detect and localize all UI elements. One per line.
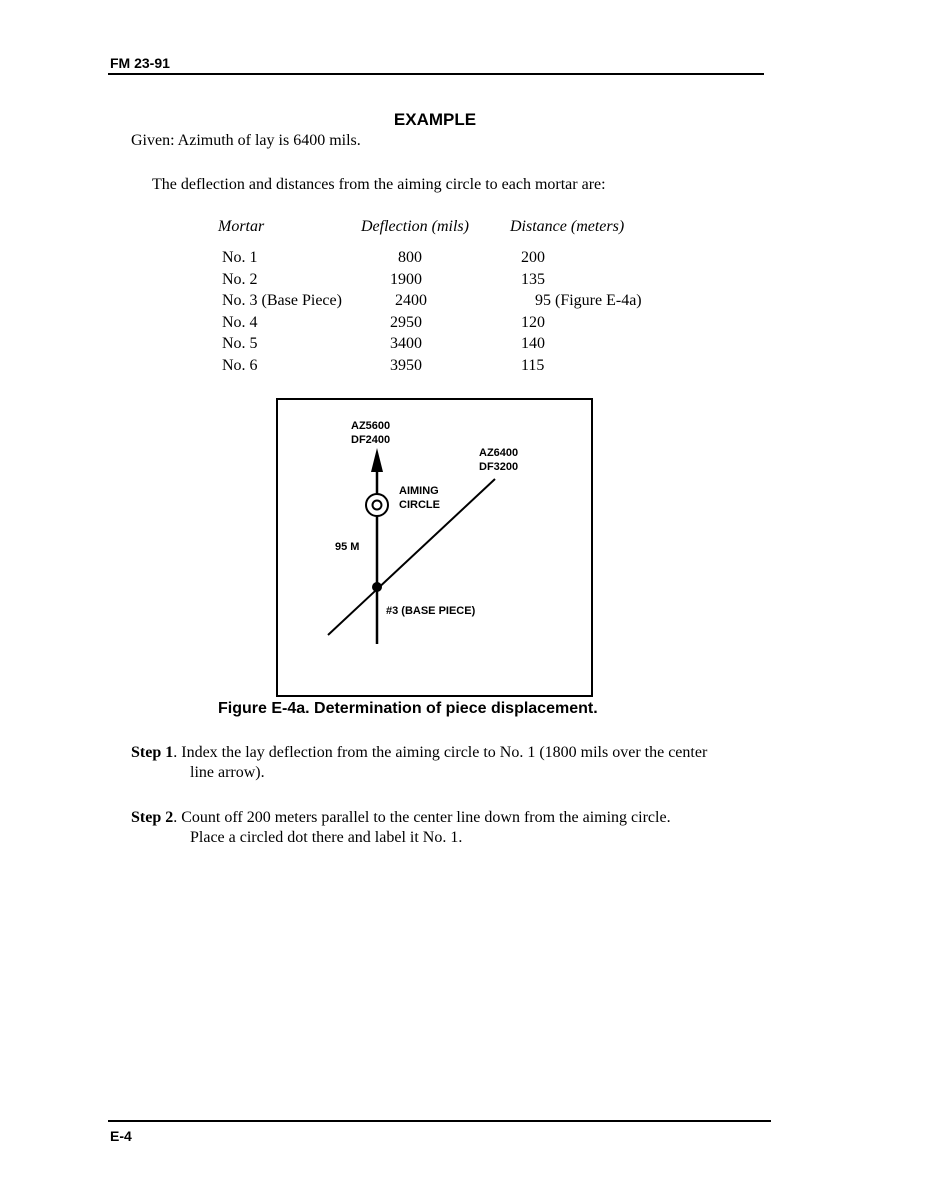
column-header-deflection: Deflection (mils) [361, 218, 469, 235]
table-cell-distance: 95 (Figure E-4a) [535, 292, 642, 309]
label-az6400: AZ6400 [479, 447, 519, 459]
label-distance: 95 M [335, 541, 360, 553]
table-cell-distance: 200 [521, 249, 545, 266]
step-1 [131, 742, 771, 764]
table-cell-distance: 140 [521, 335, 545, 352]
table-cell-mortar: No. 5 [222, 335, 258, 352]
table-cell-mortar: No. 4 [222, 314, 258, 331]
given-text: Given: Azimuth of lay is 6400 mils. [131, 132, 361, 149]
intro-text: The deflection and distances from the aiming circle to each mortar are: [152, 176, 606, 193]
table-cell-deflection: 800 [398, 249, 422, 266]
label-az5600: AZ5600 [351, 420, 391, 432]
step-text: . Index the lay deflection from the aiming circle to No. 1 (1800 mils over the center [173, 744, 708, 761]
step-label: Step 2 [131, 809, 174, 826]
running-header: FM 23-91 [110, 55, 170, 71]
page-number: E-4 [110, 1128, 132, 1144]
header-rule [108, 73, 764, 75]
figure-caption: Figure E-4a. Determination of piece displacement. [218, 700, 598, 717]
table-cell-distance: 135 [521, 271, 545, 288]
table-cell-deflection: 1900 [390, 271, 422, 288]
label-df2400: DF2400 [351, 434, 391, 446]
label-aiming: AIMING [399, 485, 439, 497]
table-cell-deflection: 3950 [390, 357, 422, 374]
base-piece-dot-icon [372, 582, 382, 592]
step-2-continuation: Place a circled dot there and label it No. 1. [190, 829, 463, 846]
table-cell-deflection: 2400 [395, 292, 427, 309]
table-cell-mortar: No. 1 [222, 249, 258, 266]
column-header-mortar: Mortar [218, 218, 265, 235]
label-df3200: DF3200 [479, 461, 519, 473]
table-cell-mortar: No. 6 [222, 357, 258, 374]
table-cell-distance: 115 [521, 357, 545, 374]
table-cell-mortar: No. 3 (Base Piece) [222, 292, 342, 309]
table-cell-mortar: No. 2 [222, 271, 258, 288]
table-cell-deflection: 3400 [390, 335, 422, 352]
step-1-continuation: line arrow). [190, 764, 265, 781]
step-text: . Count off 200 meters parallel to the center line down from the aiming circle. [173, 809, 671, 826]
aiming-circle-center-icon [373, 501, 382, 510]
step-2 [131, 807, 771, 829]
table-cell-deflection: 2950 [390, 314, 422, 331]
displacement-diagram [276, 398, 593, 697]
footer-rule [108, 1120, 771, 1122]
label-circle: CIRCLE [399, 499, 440, 511]
arrow-head-icon [371, 448, 383, 472]
step-label: Step 1 [131, 744, 174, 761]
example-title: EXAMPLE [393, 110, 477, 129]
label-base-piece: #3 (BASE PIECE) [386, 605, 476, 617]
column-header-distance: Distance (meters) [510, 218, 625, 235]
table-cell-distance: 120 [521, 314, 545, 331]
